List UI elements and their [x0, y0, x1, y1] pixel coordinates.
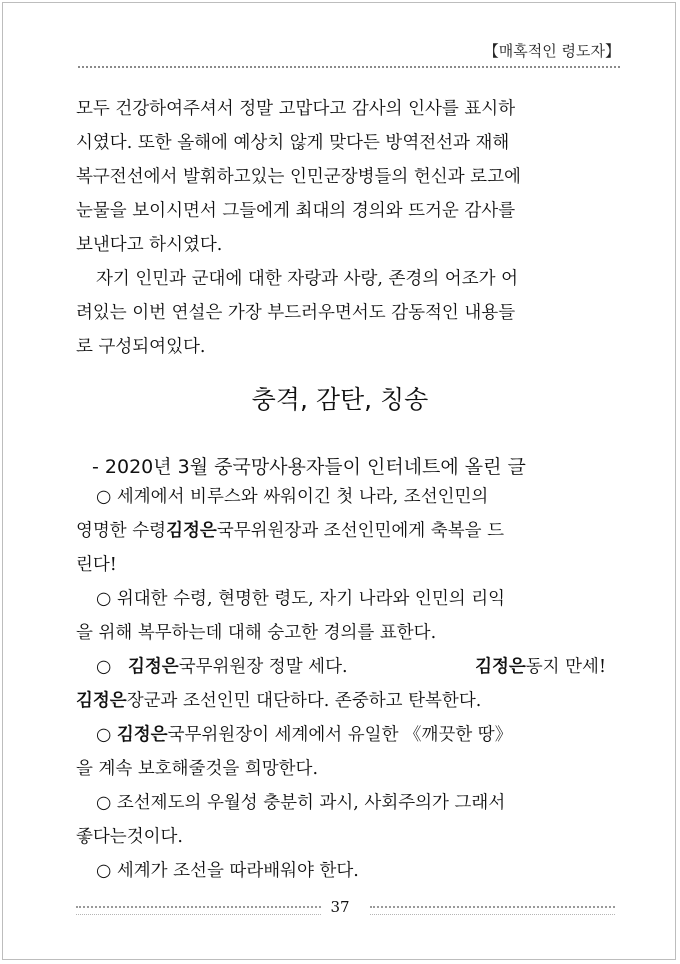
list-item: [76, 480, 606, 514]
list-item-continuation: 린다!: [76, 555, 117, 575]
list-item: [76, 582, 606, 616]
list-item-text: 국무위원장 정말 세다.: [178, 657, 348, 677]
list-item-text: 장군과 조선인민 대단하다. 존중하고 탄복한다.: [126, 691, 482, 711]
list-item-text: 동지 만세!: [525, 657, 606, 677]
page-number: 37: [330, 898, 350, 916]
list-item-text: 영명한 수령: [76, 521, 167, 541]
leader-name: 김정은: [127, 657, 179, 677]
bullet-icon: ○: [96, 725, 112, 745]
list-item-text: 조선제도의 우월성 충분히 과시, 사회주의가 그래서: [116, 793, 506, 813]
list-item-text: 국무위원장이 세계에서 유일한 《깨끗한 땅》: [167, 725, 513, 745]
section-heading: 충격, 감탄, 칭송: [251, 385, 429, 414]
bullet-icon: ○: [96, 793, 112, 813]
footer-divider-right: [370, 906, 615, 915]
leader-name: 김정은: [475, 657, 526, 677]
bullet-icon: ○: [96, 589, 112, 609]
paragraph1-line: 시였다. 또한 올해에 예상치 않게 맞다든 방역전선과 재해: [76, 133, 510, 153]
list-item-continuation: 을 위해 복무하는데 대해 숭고한 경의를 표한다.: [76, 623, 437, 643]
list-item-text: 세계가 조선을 따라배워야 한다.: [116, 861, 359, 881]
list-item-text: 세계에서 비루스와 싸워이긴 첫 나라, 조선인민의: [116, 487, 489, 507]
bullet-icon: ○: [96, 861, 112, 881]
list-item-continuation: [76, 684, 606, 718]
running-header-title: 【매혹적인 령도자】: [483, 42, 620, 60]
leader-name: 김정은: [76, 691, 127, 711]
leader-name: 김정은: [166, 521, 217, 541]
body-text: [76, 92, 606, 364]
list-item-segment: [475, 650, 606, 684]
leader-name: 김정은: [116, 725, 168, 745]
paragraph2-line: 로 구성되여있다.: [76, 337, 206, 357]
section-subheading: - 2020년 3월 중국망사용자들이 인터네트에 올린 글: [92, 456, 526, 478]
bullet-icon: ○: [96, 487, 112, 507]
paragraph2-line: 자기 인민과 군대에 대한 자랑과 사랑, 존경의 어조가 어: [96, 269, 518, 289]
list-item: [76, 854, 606, 888]
paragraph1-line: 눈물을 보이시면서 그들에게 최대의 경의와 뜨거운 감사를: [76, 201, 516, 221]
list-item-continuation: 을 계속 보호해줄것을 희망한다.: [76, 759, 319, 779]
paragraph1-line: 복구전선에서 발휘하고있는 인민군장병들의 헌신과 로고에: [76, 167, 521, 187]
paragraph2-line: 려있는 이번 연설은 가장 부드러우면서도 감동적인 내용들: [76, 303, 516, 323]
list-item: [76, 718, 606, 752]
list-item-text: 국무위원장과 조선인민에게 축복을 드: [216, 521, 504, 541]
quote-list: [76, 480, 606, 888]
paragraph1-line: 모두 건강하여주셔서 정말 고맙다고 감사의 인사를 표시하: [76, 99, 516, 119]
list-item: [76, 650, 606, 684]
list-item-text: 위대한 수령, 현명한 령도, 자기 나라와 인민의 리익: [116, 589, 506, 609]
list-item: [76, 786, 606, 820]
list-item-segment: [96, 650, 348, 684]
paragraph1-line: 보낸다고 하시였다.: [76, 235, 223, 255]
list-item-continuation: [76, 514, 606, 548]
bullet-icon: ○: [96, 657, 112, 677]
header-divider: [78, 66, 620, 68]
list-item-continuation: 좋다는것이다.: [76, 827, 183, 847]
